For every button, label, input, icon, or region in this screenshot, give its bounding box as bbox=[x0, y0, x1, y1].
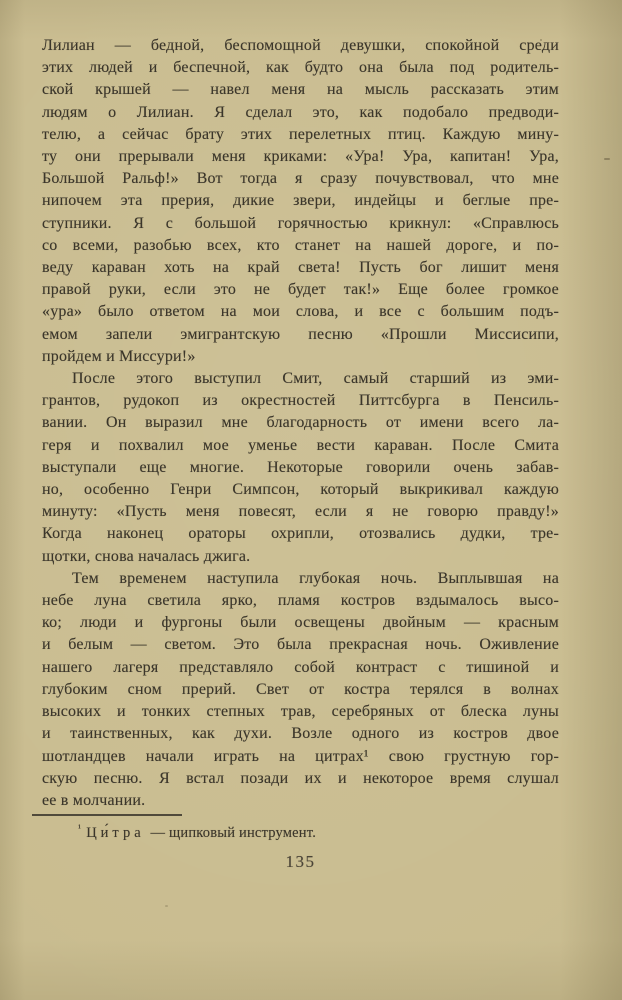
text-line: но, особенно Генри Симпсон, который выкрикивал каждую bbox=[42, 481, 559, 499]
text-line: высоких и тонких степных трав, серебряных от блеска луны bbox=[42, 703, 559, 721]
text-line: этих людей и беспечной, как будто она была под родитель- bbox=[42, 59, 559, 77]
text-line: емом запели эмигрантскую песню «Прошли Миссисипи, bbox=[42, 325, 559, 343]
text-line: правой руки, если это не будет так!» Еще более громкое bbox=[42, 281, 559, 299]
text-line: Большой Ральф!» Вот тогда я сразу почувствовал, что мне bbox=[42, 170, 559, 188]
text-line: грантов, рудокоп из окрестностей Питтсбурга в Пенсиль- bbox=[42, 392, 559, 410]
text-line: шотландцев начали играть на цитрах¹ свою грустную гор- bbox=[42, 747, 559, 765]
scan-speck bbox=[165, 905, 168, 907]
text-line: ко; люди и фургоны были освещены двойным — красным bbox=[42, 614, 559, 632]
text-line: щотки, снова началась джига. bbox=[42, 547, 251, 565]
text-line: Лилиан — бедной, беспомощной девушки, спокойной среди bbox=[42, 37, 559, 54]
footnote-marker: ¹ bbox=[78, 823, 82, 835]
text-line: веду караван хоть на край света! Пусть бог лишит меня bbox=[42, 259, 559, 277]
text-line: После этого выступил Смит, самый старший из эми- bbox=[72, 370, 559, 388]
page-number: 135 bbox=[285, 851, 316, 871]
footnote-text: — щипковый инструмент. bbox=[150, 824, 317, 841]
text-line: ступники. Я с большой горячностью крикнул: «Справлюсь bbox=[42, 214, 559, 232]
text-line: нашего лагеря представляло собой контраст с тишиной и bbox=[42, 658, 559, 676]
paragraph bbox=[42, 568, 559, 812]
footnote bbox=[42, 819, 559, 843]
text-line: геря и похвалил мое уменье вести караван. После Смита bbox=[42, 436, 559, 454]
text-line: и белым — светом. Это была прекрасная ночь. Оживление bbox=[42, 636, 559, 654]
text-line: вании. Он выразил мне благодарность от имени всего ла- bbox=[42, 414, 559, 432]
paragraph bbox=[42, 368, 559, 568]
text-line: и таинственных, как духи. Возле одного из костров двое bbox=[42, 725, 559, 743]
page-text bbox=[42, 35, 559, 812]
text-line: минуту: «Пусть меня повесят, если я не говорю правду!» bbox=[42, 503, 559, 521]
text-line: глубоким сном прерий. Свет от костра терялся в волнах bbox=[42, 680, 559, 698]
footnote-separator bbox=[32, 814, 182, 816]
text-line: ской крышей — навел меня на мысль рассказать этим bbox=[42, 81, 559, 99]
text-line: выступали еще многие. Некоторые говорили очень забав- bbox=[42, 458, 559, 476]
text-line: скую песню. Я встал позади их и некоторое время слушал bbox=[42, 769, 559, 787]
text-line: телю, а сейчас брату этих перелетных птиц. Каждую мину- bbox=[42, 125, 559, 143]
text-line: пройдем и Миссури!» bbox=[42, 347, 196, 365]
text-line: людям о Лилиан. Я сделал это, как подобало предводи- bbox=[42, 103, 559, 121]
text-line: со всеми, разобью всех, кто станет на нашей дороге, и по- bbox=[42, 236, 559, 254]
text-line: «ура» было ответом на мои слова, и все с большим подъ- bbox=[42, 303, 559, 321]
scan-speck bbox=[540, 39, 542, 41]
text-line: ее в молчании. bbox=[42, 791, 146, 809]
text-line: Когда наконец ораторы охрипли, отозвались дудки, тре- bbox=[42, 525, 559, 543]
text-line: нипочем эта прерия, дикие звери, индейцы и беглые пре- bbox=[42, 192, 559, 210]
scan-speck bbox=[604, 158, 610, 160]
paragraph bbox=[42, 35, 559, 368]
footnote-term: Ци́тра bbox=[86, 824, 145, 841]
text-line: ту они прерывали меня криками: «Ура! Ура, капитан! Ура, bbox=[42, 148, 559, 166]
text-line: Тем временем наступила глубокая ночь. Выплывшая на bbox=[72, 569, 559, 587]
text-line: небе луна светила ярко, пламя костров вздымалось высо- bbox=[42, 592, 559, 610]
